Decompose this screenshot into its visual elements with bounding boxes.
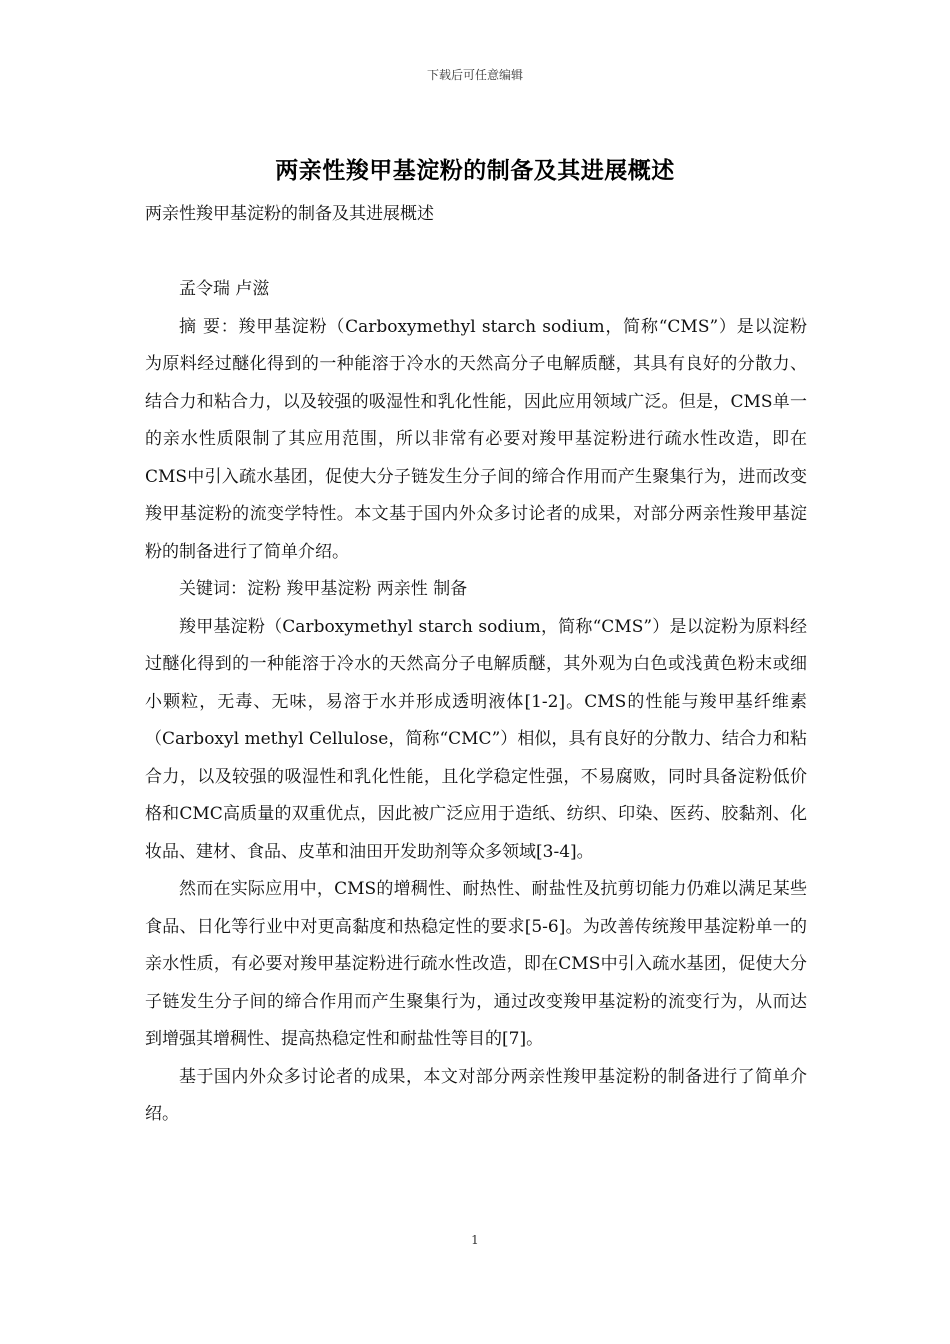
body-paragraph-3: 基于国内外众多讨论者的成果，本文对部分两亲性羧甲基淀粉的制备进行了简单介绍。 <box>145 1066 807 1124</box>
authors: 孟令瑞 卢滋 <box>179 279 270 299</box>
body-paragraph-1: 羧甲基淀粉（Carboxymethyl starch sodium，简称“CMS”）是以淀粉为原料经过醚化得到的一种能溶于冷水的天然高分子电解质醚，其外观为白色或浅黄色粉末或细小颗粒，无毒、无味，易溶于水并形成透明液体[1-2]。CMS的性能与羧甲基纤维素（Carboxyl methyl Cellulose，简称“CMC”）相似，具有良好的分散力、结合力和粘合力，以及较强的吸湿性和乳化性能，且化学稳定性强，不易腐败，同时具备淀粉低价格和CMC高质量的双重优点，因此被广泛应用于造纸、纺织、印染、医药、胶黏剂、化妆品、建材、食品、皮革和油田开发助剂等众多领域[3-4]。 <box>145 616 807 862</box>
page-number: 1 <box>471 1233 479 1247</box>
body-paragraph-2: 然而在实际应用中，CMS的增稠性、耐热性、耐盐性及抗剪切能力仍难以满足某些食品、日化等行业中对更高黏度和热稳定性的要求[5-6]。为改善传统羧甲基淀粉单一的亲水性质，有必要对羧甲基淀粉进行疏水性改造，即在CMS中引入疏水基团，促使大分子链发生分子间的缔合作用而产生聚集行为，通过改变羧甲基淀粉的流变行为，从而达到增强其增稠性、提高热稳定性和耐盐性等目的[7]。 <box>145 879 807 1049</box>
blank-line <box>145 234 807 272</box>
keywords: 关键词：淀粉 羧甲基淀粉 两亲性 制备 <box>179 579 468 599</box>
document-subtitle: 两亲性羧甲基淀粉的制备及其进展概述 <box>145 204 434 224</box>
header-note: 下载后可任意编辑 <box>426 68 523 82</box>
document-body <box>145 196 807 1134</box>
abstract-paragraph: 摘 要：羧甲基淀粉（Carboxymethyl starch sodium，简称“CMS”）是以淀粉为原料经过醚化得到的一种能溶于冷水的天然高分子电解质醚，其具有良好的分散力、结合力和粘合力，以及较强的吸湿性和乳化性能，因此应用领域广泛。但是，CMS单一的亲水性质限制了其应用范围，所以非常有必要对羧甲基淀粉进行疏水性改造，即在CMS中引入疏水基团，促使大分子链发生分子间的缔合作用而产生聚集行为，进而改变羧甲基淀粉的流变学特性。本文基于国内外众多讨论者的成果，对部分两亲性羧甲基淀粉的制备进行了简单介绍。 <box>145 316 807 562</box>
document-title: 两亲性羧甲基淀粉的制备及其进展概述 <box>275 157 675 184</box>
